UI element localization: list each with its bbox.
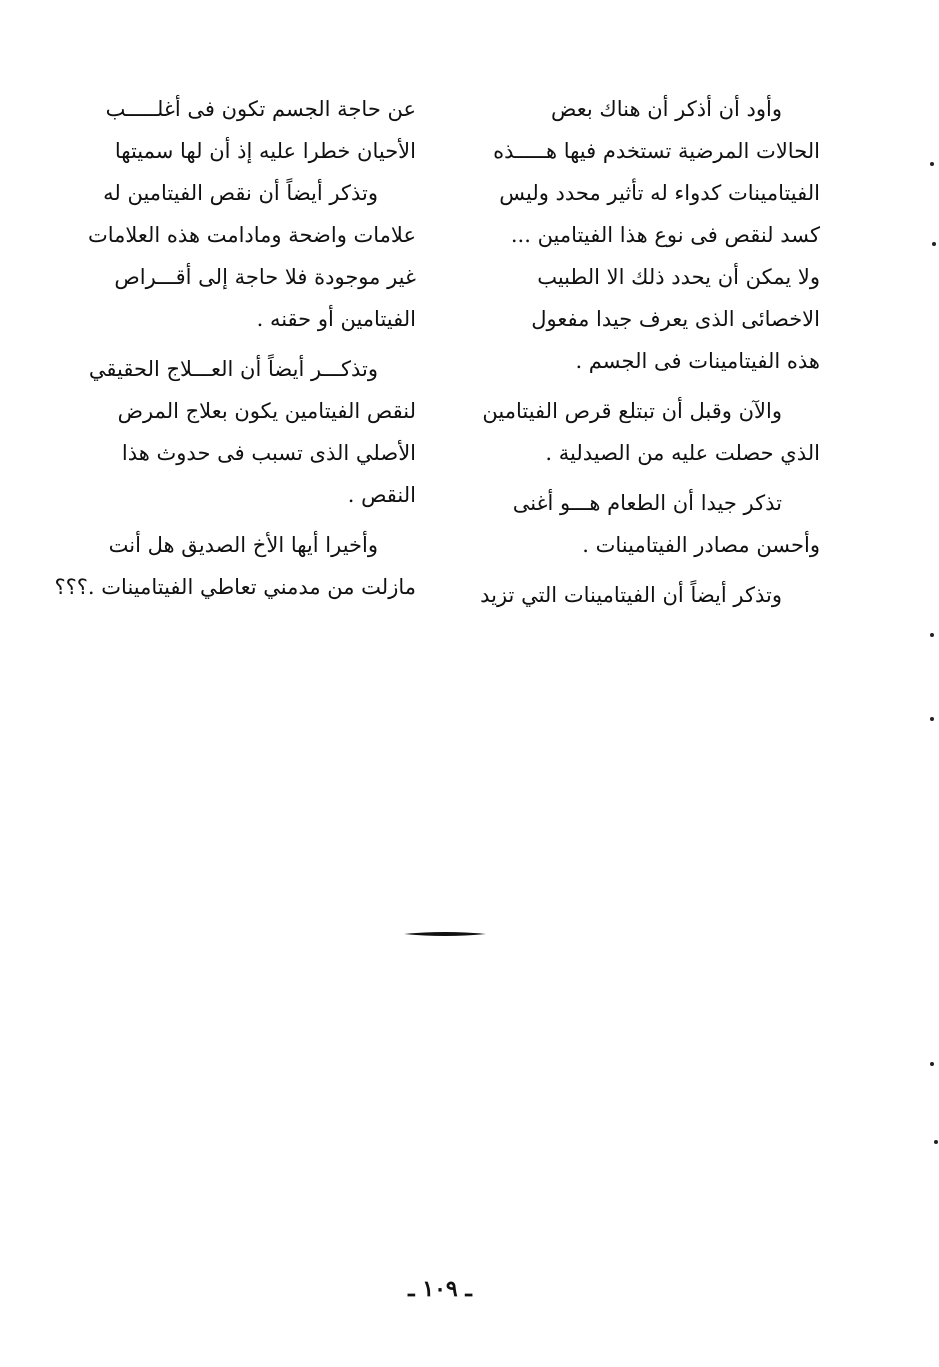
- decorative-separator: [404, 930, 486, 938]
- paragraph-left-3: [54, 524, 416, 608]
- text-line: النقص .: [347, 483, 416, 507]
- text-line: الأصلي الذى تسبب فى حدوث هذا: [121, 441, 416, 465]
- text-line: تذكر جيدا أن الطعام هـــو أغنى: [512, 491, 782, 515]
- text-line: الفيتامين أو حقنه .: [256, 307, 416, 331]
- page-number: ـ ١٠٩ ـ: [408, 1276, 472, 1302]
- text-line: غير موجودة فلا حاجة إلى أقـــراص: [114, 265, 416, 289]
- text-line: عن حاجة الجسم تكون فى أغلـــــب: [105, 97, 416, 121]
- text-line: الذي حصلت عليه من الصيدلية .: [545, 441, 820, 465]
- paragraph-right-3: [468, 482, 820, 566]
- text-line: ولا يمكن أن يحدد ذلك الا الطبيب: [537, 265, 820, 289]
- text-line: لنقص الفيتامين يكون بعلاج المرض: [117, 399, 416, 423]
- text-line: علامات واضحة ومادامت هذه العلامات: [87, 223, 416, 247]
- text-line: وتذكر أيضاً أن الفيتامينات التي تزيد: [480, 583, 782, 607]
- text-line: الأحيان خطرا عليه إذ أن لها سميتها: [114, 139, 416, 163]
- text-line: الحالات المرضية تستخدم فيها هـــــذه: [493, 139, 820, 163]
- text-line: وتذكـــر أيضاً أن العـــلاج الحقيقي: [88, 357, 378, 381]
- scan-speck: [932, 242, 936, 246]
- text-line: والآن وقبل أن تبتلع قرص الفيتامين: [482, 399, 782, 423]
- paragraph-left-2: [66, 348, 416, 516]
- text-line: وأود أن أذكر أن هناك بعض: [551, 97, 782, 121]
- text-line: كسد لنقص فى نوع هذا الفيتامين ...: [510, 223, 820, 247]
- right-text-column: [468, 88, 820, 616]
- text-line: الفيتامينات كدواء له تأثير محدد وليس: [499, 181, 820, 205]
- text-line: هذه الفيتامينات فى الجسم .: [575, 349, 820, 373]
- paragraph-right-1: [468, 88, 820, 382]
- text-line: الاخصائى الذى يعرف جيدا مفعول: [531, 307, 820, 331]
- scan-speck: [930, 633, 934, 637]
- text-line: وأخيرا أيها الأخ الصديق هل أنت: [108, 533, 378, 557]
- text-line: وأحسن مصادر الفيتامينات .: [582, 533, 820, 557]
- text-line: وتذكر أيضاً أن نقص الفيتامين له: [103, 181, 378, 205]
- paragraph-left-1: [66, 88, 416, 340]
- scan-speck: [934, 1140, 938, 1144]
- scan-speck: [930, 717, 934, 721]
- scan-speck: [930, 1062, 934, 1066]
- paragraph-right-4: [468, 574, 820, 616]
- text-line: مازلت من مدمني تعاطي الفيتامينات .؟؟؟: [54, 575, 416, 599]
- paragraph-right-2: [468, 390, 820, 474]
- scan-speck: [930, 162, 934, 166]
- left-text-column: [54, 88, 416, 608]
